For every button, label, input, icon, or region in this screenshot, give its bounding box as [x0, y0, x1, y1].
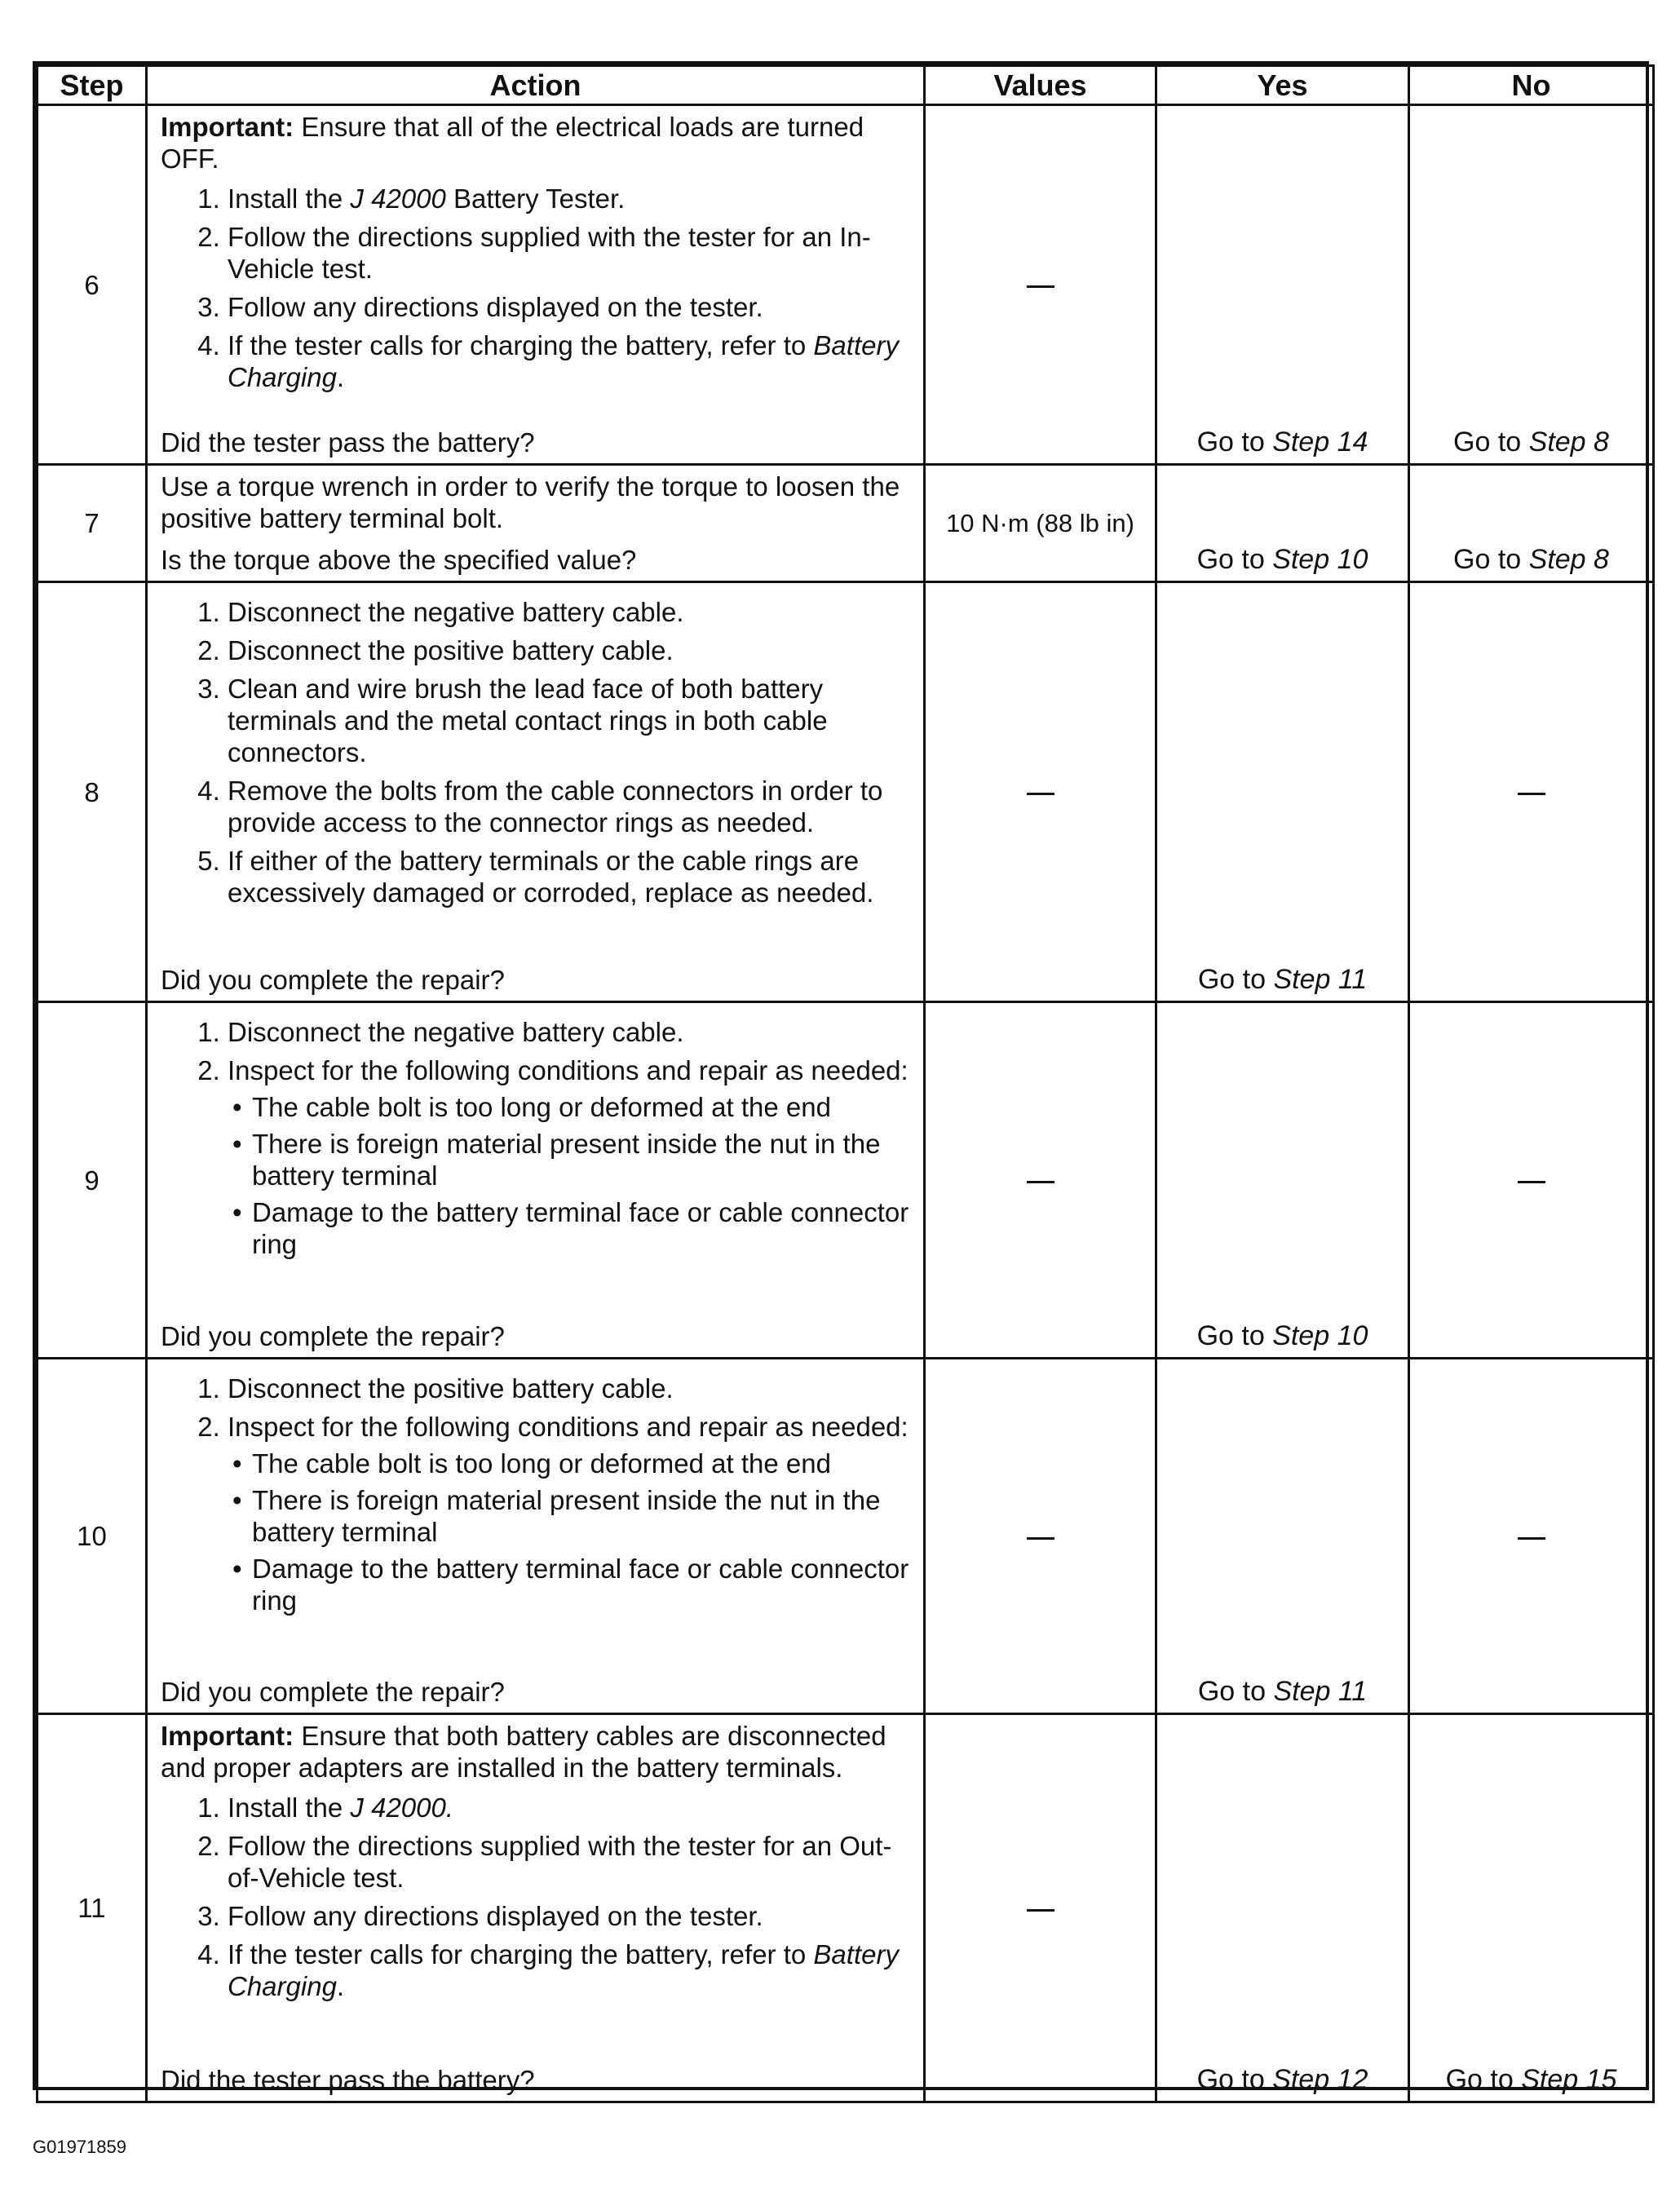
goto-step-link[interactable]: Step 14 [1272, 427, 1368, 458]
yes-cell [1156, 1002, 1409, 1359]
step-number: 10 [38, 1359, 147, 1714]
action-cell [147, 1359, 925, 1714]
goto-step-link[interactable]: Step 8 [1528, 427, 1609, 458]
step-text: Follow the directions supplied with the tester for an Out-of-Vehicle test. [228, 1831, 892, 1893]
empty-value-dash [1518, 1181, 1545, 1183]
yes-goto [1157, 2064, 1408, 2096]
condition-list [228, 1448, 913, 1616]
important-text: Ensure that all of the electrical loads are turned OFF. [161, 112, 864, 174]
values-cell [925, 1714, 1156, 2102]
goto-prefix: Go to [1196, 2064, 1273, 2095]
action-question: Did you complete the repair? [161, 1321, 505, 1351]
empty-value-dash [1027, 1909, 1054, 1912]
header-no: No [1409, 66, 1654, 105]
diagnostic-table [36, 64, 1655, 2103]
important-note [161, 1720, 913, 1784]
action-step: 1. Disconnect the negative battery cable. [228, 596, 913, 628]
action-step: 5. If either of the battery terminals or the cable rings are excessively damaged or corroded, replace as needed. [228, 845, 913, 908]
yes-cell [1156, 1359, 1409, 1714]
condition-item: • Damage to the battery terminal face or cable connector ring [252, 1196, 913, 1260]
step-row-6 [38, 105, 1654, 465]
action-step: 2. Disconnect the positive battery cable. [228, 634, 913, 666]
goto-step-link[interactable]: Step 12 [1272, 2064, 1368, 2095]
step-row-11 [38, 1714, 1654, 2102]
no-cell [1409, 105, 1654, 465]
action-steps [161, 1011, 913, 1266]
yes-goto [1157, 544, 1408, 576]
important-note [161, 111, 913, 175]
step-text: . [336, 362, 345, 392]
values-cell [925, 1359, 1156, 1714]
no-goto [1410, 427, 1652, 458]
condition-item: • The cable bolt is too long or deformed at the end [252, 1091, 913, 1123]
step-text: Inspect for the following conditions and repair as needed: [228, 1412, 909, 1442]
header-values: Values [925, 66, 1156, 105]
condition-list [228, 1091, 913, 1260]
step-row-9 [38, 1002, 1654, 1359]
empty-value-dash [1518, 1537, 1545, 1540]
yes-cell [1156, 105, 1409, 465]
step-text: If the tester calls for charging the battery, refer to [228, 1939, 814, 1969]
action-step: 3. Clean and wire brush the lead face of both battery terminals and the metal contact rings in both cable connectors. [228, 673, 913, 768]
header-row [38, 66, 1654, 105]
step-number: 7 [38, 465, 147, 582]
condition-item: • There is foreign material present inside the nut in the battery terminal [252, 1484, 913, 1548]
action-question: Did the tester pass the battery? [161, 2065, 535, 2095]
action-step: 1. Disconnect the negative battery cable. [228, 1016, 913, 1048]
step-text: Follow the directions supplied with the tester for an In-Vehicle test. [228, 222, 871, 284]
goto-step-link[interactable]: Step 15 [1521, 2064, 1617, 2095]
goto-prefix: Go to [1197, 964, 1274, 995]
yes-goto [1157, 964, 1408, 996]
goto-prefix: Go to [1196, 544, 1273, 575]
empty-value-dash [1027, 1181, 1054, 1183]
action-step [228, 1411, 913, 1616]
no-cell [1409, 1714, 1654, 2102]
step-text: Follow any directions displayed on the tester. [228, 1901, 763, 1931]
goto-prefix: Go to [1196, 1320, 1273, 1351]
no-cell [1409, 582, 1654, 1002]
procedure-reference: Battery Charging [228, 1939, 899, 2001]
action-step [228, 1900, 913, 1932]
action-step: 1. Disconnect the positive battery cable. [228, 1373, 913, 1404]
important-text: Ensure that both battery cables are disconnected and proper adapters are installed in the battery terminals. [161, 1721, 886, 1783]
action-step [228, 183, 913, 214]
step-text: Install the [228, 183, 351, 214]
empty-value-dash [1027, 1537, 1054, 1540]
important-label: Important: [161, 112, 294, 142]
figure-id: G01971859 [33, 2137, 126, 2157]
step-text: If the tester calls for charging the battery, refer to [228, 330, 814, 360]
goto-step-link[interactable]: Step 10 [1272, 544, 1368, 575]
yes-cell [1156, 1714, 1409, 2102]
no-cell [1409, 1359, 1654, 1714]
procedure-reference: Battery Charging [228, 330, 899, 392]
step-text: . [336, 1971, 345, 2001]
yes-goto [1157, 427, 1408, 458]
step-number: 8 [38, 582, 147, 1002]
condition-item: • Damage to the battery terminal face or cable connector ring [252, 1553, 913, 1616]
goto-step-link[interactable]: Step 10 [1272, 1320, 1368, 1351]
step-number: 9 [38, 1002, 147, 1359]
step-number: 6 [38, 105, 147, 465]
goto-prefix: Go to [1197, 1676, 1274, 1707]
yes-cell [1156, 465, 1409, 582]
values-cell: 10 N·m (88 lb in) [925, 465, 1156, 582]
step-text: Follow any directions displayed on the tester. [228, 292, 763, 322]
goto-step-link[interactable]: Step 8 [1528, 544, 1609, 575]
action-question: Is the torque above the specified value? [161, 545, 637, 575]
no-goto [1410, 544, 1652, 576]
values-cell [925, 1002, 1156, 1359]
step-number: 11 [38, 1714, 147, 2102]
action-cell [147, 582, 925, 1002]
header-yes: Yes [1156, 66, 1409, 105]
goto-prefix: Go to [1196, 427, 1273, 458]
no-cell [1409, 465, 1654, 582]
action-steps [161, 1368, 913, 1623]
values-cell [925, 105, 1156, 465]
no-cell [1409, 1002, 1654, 1359]
goto-prefix: Go to [1453, 427, 1529, 458]
goto-prefix: Go to [1453, 544, 1529, 575]
goto-prefix: Go to [1445, 2064, 1522, 2095]
action-steps [161, 591, 913, 915]
action-step [228, 221, 913, 285]
no-goto [1410, 2064, 1652, 2096]
action-steps [161, 1787, 913, 2009]
action-cell [147, 1002, 925, 1359]
goto-step-link[interactable]: Step 11 [1273, 1676, 1368, 1707]
diagnostic-table-frame [33, 61, 1649, 2095]
tool-reference: J 42000. [350, 1793, 454, 1823]
step-row-7 [38, 465, 1654, 582]
action-cell [147, 1714, 925, 2102]
empty-value-dash [1518, 793, 1545, 795]
yes-goto [1157, 1320, 1408, 1352]
action-step: 4. Remove the bolts from the cable connectors in order to provide access to the connector rings as needed. [228, 775, 913, 838]
yes-goto [1157, 1676, 1408, 1708]
action-step [228, 291, 913, 323]
action-step [228, 1938, 913, 2002]
action-cell [147, 465, 925, 582]
condition-item: • The cable bolt is too long or deformed at the end [252, 1448, 913, 1479]
header-step: Step [38, 66, 147, 105]
action-steps [161, 178, 913, 400]
empty-value-dash [1027, 285, 1054, 288]
action-cell [147, 105, 925, 465]
goto-step-link[interactable]: Step 11 [1273, 964, 1368, 995]
action-question: Did the tester pass the battery? [161, 427, 535, 458]
step-row-10 [38, 1359, 1654, 1714]
step-row-8 [38, 582, 1654, 1002]
yes-cell [1156, 582, 1409, 1002]
action-step [228, 1792, 913, 1823]
step-text: Battery Tester. [445, 183, 626, 214]
action-step [228, 329, 913, 393]
empty-value-dash [1027, 793, 1054, 795]
tool-reference: J 42000 [350, 183, 446, 214]
action-step [228, 1054, 913, 1260]
header-action: Action [147, 66, 925, 105]
action-question: Did you complete the repair? [161, 1677, 505, 1707]
values-cell [925, 582, 1156, 1002]
step-text: Inspect for the following conditions and repair as needed: [228, 1055, 909, 1085]
action-step [228, 1830, 913, 1894]
condition-item: • There is foreign material present inside the nut in the battery terminal [252, 1128, 913, 1191]
important-label: Important: [161, 1721, 294, 1751]
action-question: Did you complete the repair? [161, 965, 505, 995]
step-text: Install the [228, 1793, 351, 1823]
action-text: Use a torque wrench in order to verify the torque to loosen the positive battery terminal bolt. [161, 471, 900, 533]
